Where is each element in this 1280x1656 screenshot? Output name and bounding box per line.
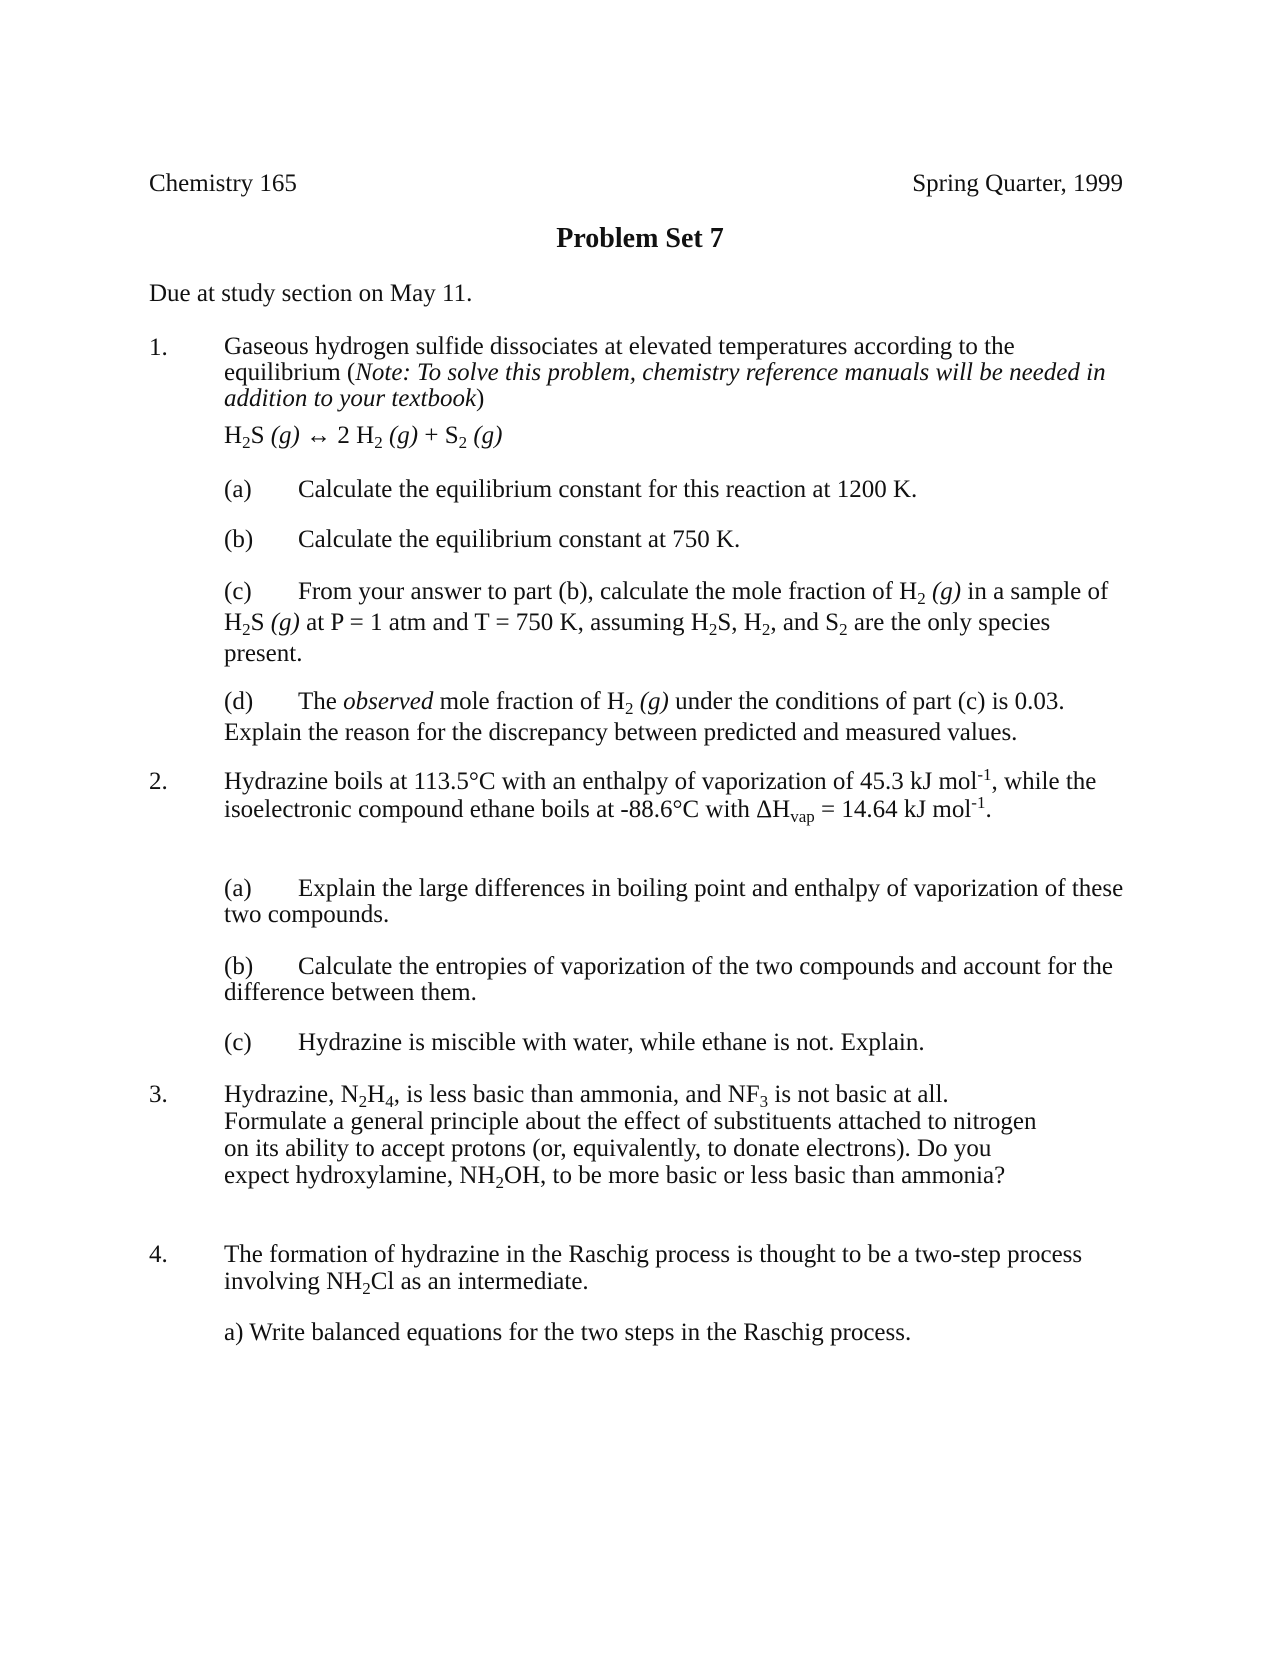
- problem-2-number: 2.: [149, 768, 168, 795]
- due-date: Due at study section on May 11.: [149, 280, 473, 307]
- problem-1-part-a: (a) Calculate the equilibrium constant for this reaction at 1200 K.: [224, 476, 918, 503]
- page-title: Problem Set 7: [556, 223, 724, 254]
- problem-3-number: 3.: [149, 1081, 168, 1108]
- problem-1-intro: Gaseous hydrogen sulfide dissociates at elevated temperatures according to the equilibrium (Note: To solve this problem, chemistry reference manuals will be needed in addition to your textbook): [224, 333, 1106, 412]
- problem-2-text: Hydrazine boils at 113.5°C with an enthalpy of vaporization of 45.3 kJ mol$^{-1}$, while the isoelectronic compound ethane boils at -88.6°C with $\Delta H_{vap} = 14.64$ kJ mol$^{-1}$.: [224, 765, 1097, 826]
- course-name: Chemistry 165: [149, 170, 297, 197]
- problem-1-part-d: (d) The observed mole fraction of $H_2$ (g) under the conditions of part (c) is 0.03. Explain the reason for the discrepancy between predicted and measured values.: [224, 688, 1065, 746]
- problem-1-part-c: (c) From your answer to part (b), calculate the mole fraction of $H_2$ (g) in a sample of $H_2S$ (g) at P = 1 atm and T = 750 K, assuming $H_2S$, $H_2$, and $S_2$ are the only species present.: [224, 578, 1109, 667]
- problem-1-part-b: (b) Calculate the equilibrium constant at 750 K.: [224, 526, 741, 553]
- problem-4-number: 4.: [149, 1241, 168, 1268]
- problem-2-part-a: (a) Explain the large differences in boiling point and enthalpy of vaporization of these two compounds.: [224, 875, 1124, 928]
- problem-4-text: The formation of hydrazine in the Raschig process is thought to be a two-step process involving $NH_2Cl$ as an intermediate.: [224, 1241, 1083, 1298]
- problem-2-part-c: (c) Hydrazine is miscible with water, while ethane is not. Explain.: [224, 1029, 925, 1056]
- problem-1-equation: $H_2S$ (g) ↔ 2 $H_2$ $(g) + S_2$ (g): [224, 422, 503, 452]
- problem-2-part-b: (b) Calculate the entropies of vaporization of the two compounds and account for the difference between them.: [224, 953, 1114, 1006]
- problem-3-text: Hydrazine, $N_2H_4$, is less basic than ammonia, and $NF_3$ is not basic at all. Formulate a general principle about the effect of substituents attached to nitrogen on its ability to accept protons (or, equivalently, to donate electrons). Do you expect hydroxylamine, $NH_2OH$, to be more basic or less basic than ammonia?: [224, 1081, 1037, 1192]
- problem-1-number: 1.: [149, 334, 168, 361]
- term: Spring Quarter, 1999: [912, 170, 1123, 197]
- problem-4-part-a: a) Write balanced equations for the two steps in the Raschig process.: [224, 1319, 912, 1346]
